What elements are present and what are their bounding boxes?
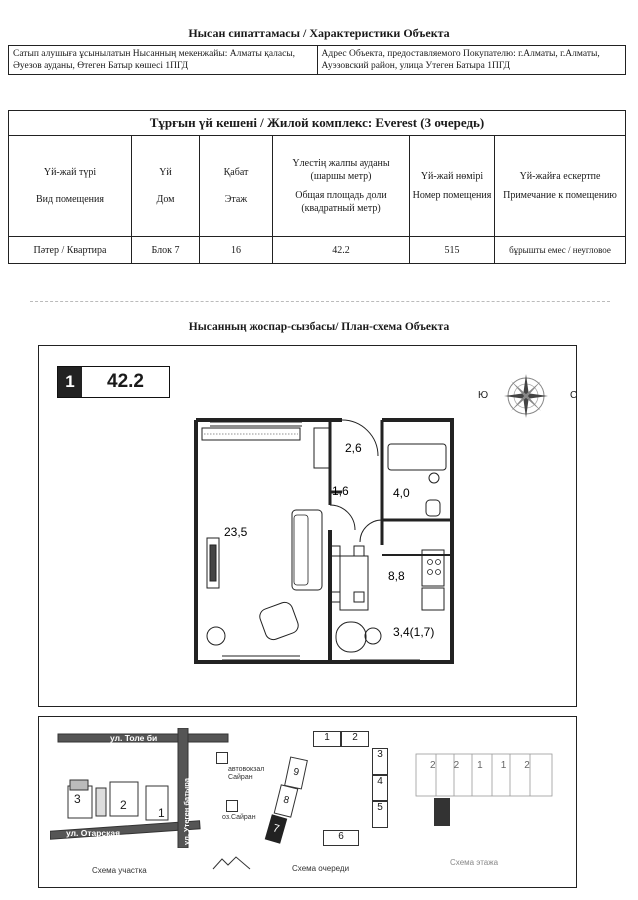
queue-block-2: 2 xyxy=(341,731,369,747)
total-area: 42.2 xyxy=(107,371,144,392)
header-number: Үй-жай нөмірі Номер помещения xyxy=(410,136,495,237)
header-house: Үй Дом xyxy=(132,136,200,237)
page-title: Нысан сипаттамасы / Характеристики Объекта xyxy=(188,26,450,40)
poi-bus-station: автовокзал Сайран xyxy=(228,766,265,781)
apartment-plan xyxy=(190,380,460,670)
site-block-1: 1 xyxy=(158,806,165,820)
street-tole-bi: ул. Толе би xyxy=(110,733,158,743)
queue-block-9: 9 xyxy=(284,756,308,789)
site-block-3: 3 xyxy=(74,792,81,806)
cell-house: Блок 7 xyxy=(132,237,200,264)
header-area: Үлестің жалпы ауданы (шаршы метр) Общая площадь доли (квадратный метр) xyxy=(273,136,410,237)
lake-icon xyxy=(226,800,238,812)
compass-icon xyxy=(486,370,566,422)
address-kz: Сатып алушыға ұсынылатын Нысанның мекенжайы: Алматы қаласы, Әуезов ауданы, Өтеген Батыр көшесі 1ПГД xyxy=(9,46,318,75)
cell-floor: 16 xyxy=(200,237,273,264)
street-utegen-batyr: ул. Утеген батыра xyxy=(182,777,191,845)
room-balcony-area: 3,4(1,7) xyxy=(393,625,435,639)
rooms-count: 1 xyxy=(58,367,82,397)
header-type: Үй-жай түрі Вид помещения xyxy=(9,136,132,237)
floor-unit-label: 2 xyxy=(524,760,530,771)
queue-block-6: 6 xyxy=(323,830,359,846)
bus-station-icon xyxy=(216,752,228,764)
mountains-icon xyxy=(212,856,252,870)
floor-unit-label: 2 xyxy=(430,760,436,771)
cell-area: 42.2 xyxy=(273,237,410,264)
room-storage-area: 2,6 xyxy=(345,441,362,455)
queue-block-3: 3 xyxy=(372,748,388,775)
header-floor: Қабат Этаж xyxy=(200,136,273,237)
site-block-2: 2 xyxy=(120,798,127,812)
floor-scheme-labels xyxy=(430,760,530,771)
queue-top-row xyxy=(313,731,369,747)
room-kitchen-area: 8,8 xyxy=(388,569,405,583)
floor-unit-label: 1 xyxy=(477,760,483,771)
floor-unit-label: 1 xyxy=(500,760,507,771)
object-table xyxy=(8,110,626,264)
compass-label-left: Ю xyxy=(478,390,489,401)
complex-title: Тұрғын үй кешені / Жилой комплекс: Everest (3 очередь) xyxy=(9,111,626,136)
queue-right-column xyxy=(372,748,388,828)
divider xyxy=(30,301,610,302)
cell-type: Пәтер / Квартира xyxy=(9,237,132,264)
compass-label-right: С xyxy=(570,390,578,401)
queue-block-4: 4 xyxy=(372,775,388,802)
room-hall-area: 1,6 xyxy=(332,484,349,498)
queue-caption: Схема очереди xyxy=(292,864,350,873)
floor-unit-label: 2 xyxy=(453,760,460,771)
cell-number: 515 xyxy=(410,237,495,264)
address-ru: Адрес Объекта, предоставляемого Покупателю: г.Алматы, г.Алматы, Ауэзовский район, улица Утеген Батыра 1ПГД xyxy=(317,46,626,75)
cell-note: бұрышты емес / неугловое xyxy=(495,237,626,264)
apartment-badge xyxy=(57,366,170,398)
queue-block-7-highlight: 7 xyxy=(265,814,288,843)
header-note: Үй-жайға ескертпе Примечание к помещению xyxy=(495,136,626,237)
floor-scheme-caption: Схема этажа xyxy=(450,858,499,867)
poi-lake: оз.Сайран xyxy=(222,814,256,821)
site-caption: Схема участка xyxy=(92,866,147,875)
plan-title: Нысанның жоспар-сызбасы/ План-схема Объекта xyxy=(188,321,450,333)
queue-block-5: 5 xyxy=(372,801,388,828)
queue-block-8: 8 xyxy=(274,784,299,817)
queue-block-1: 1 xyxy=(313,731,341,747)
address-table xyxy=(8,45,626,75)
room-living-area: 23,5 xyxy=(224,525,248,539)
street-otarskaya: ул. Отарская xyxy=(66,828,121,838)
room-bath-area: 4,0 xyxy=(393,486,410,500)
